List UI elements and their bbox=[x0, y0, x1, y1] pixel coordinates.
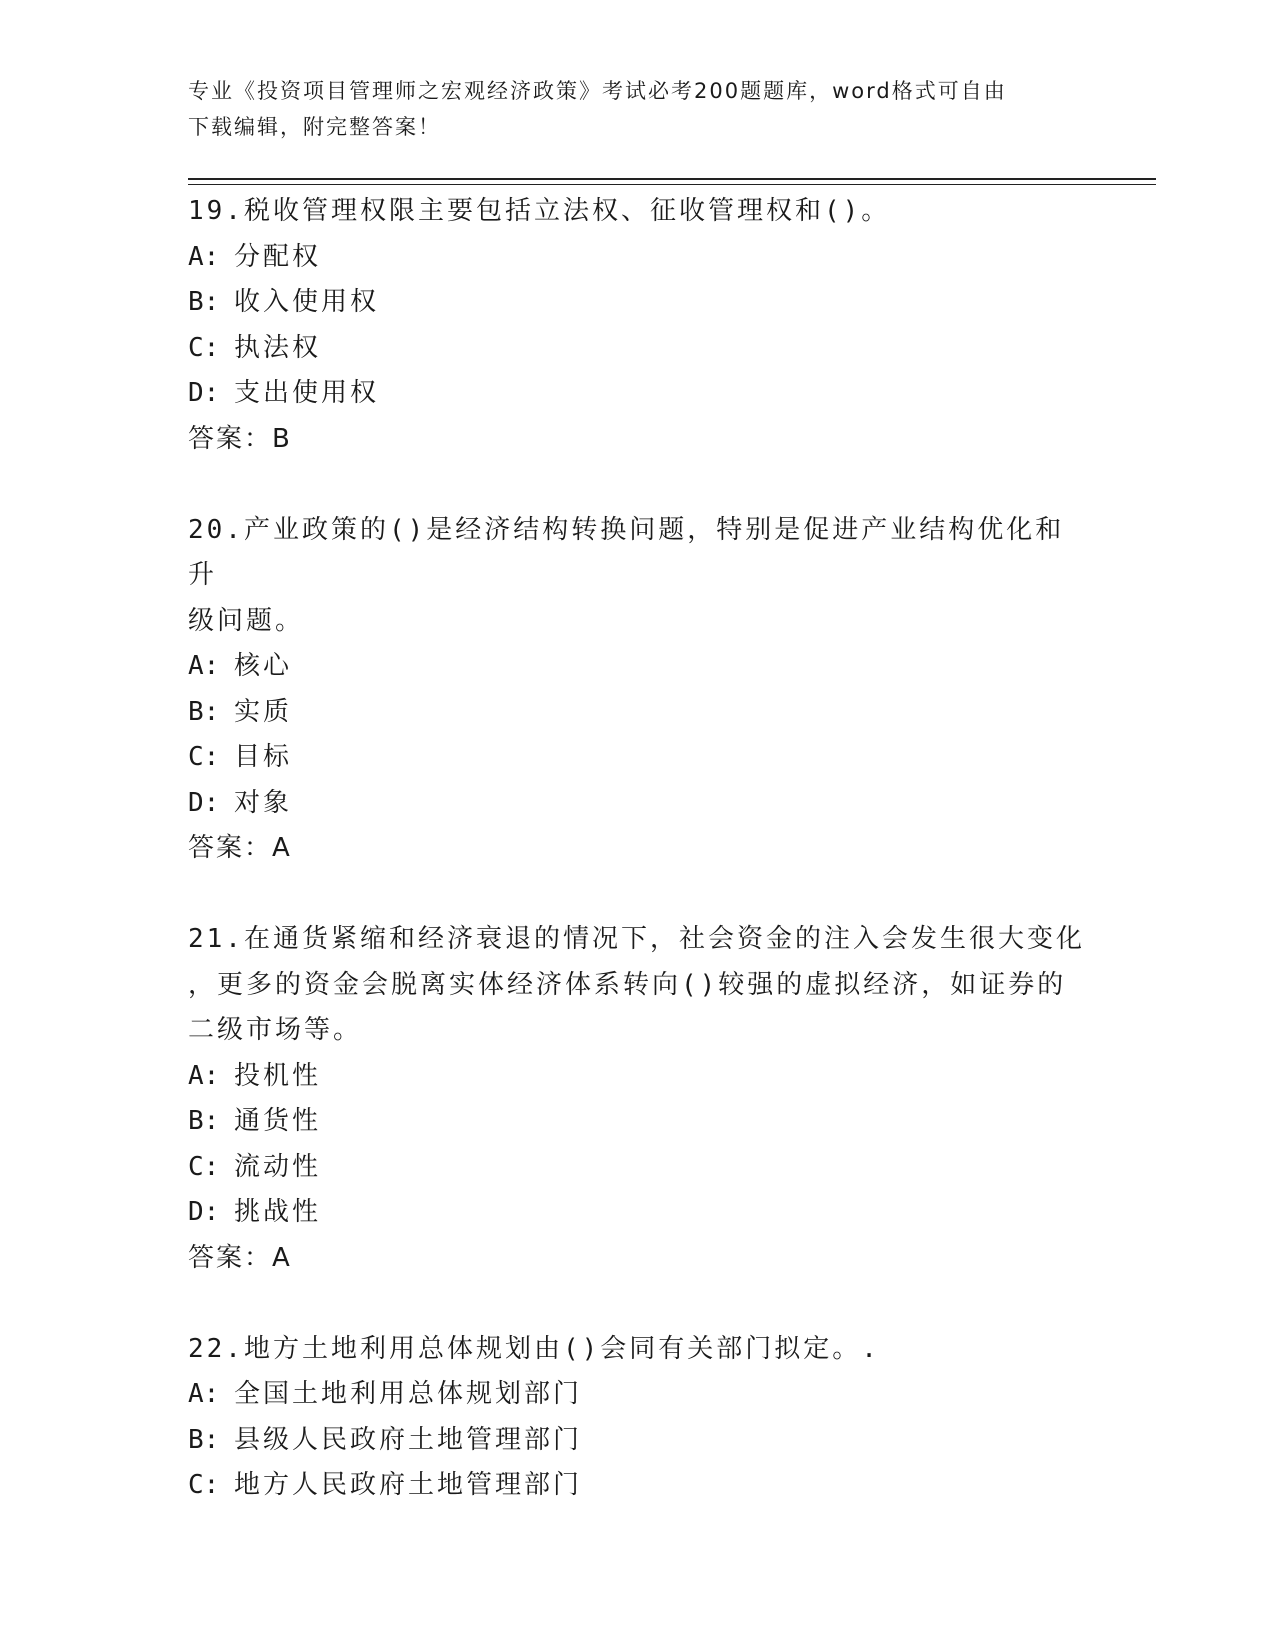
option-c bbox=[188, 735, 1088, 781]
option-letter: A: bbox=[188, 1379, 220, 1409]
option-text: 实质 bbox=[234, 696, 293, 727]
answer-line: 答案：B bbox=[188, 423, 292, 454]
question-22 bbox=[188, 1327, 1088, 1509]
question-stem: 22.地方土地利用总体规划由()会同有关部门拟定。. bbox=[188, 1333, 880, 1364]
option-letter: D: bbox=[188, 378, 220, 408]
option-letter: D: bbox=[188, 787, 220, 818]
header-line-1: 专业《投资项目管理师之宏观经济政策》考试必考200题题库，word格式可自由 bbox=[188, 79, 1007, 103]
option-text: 执法权 bbox=[234, 332, 322, 363]
option-text: 分配权 bbox=[234, 241, 322, 272]
option-text: 目标 bbox=[234, 742, 293, 772]
question-stem-line-3: 二级市场等。 bbox=[188, 1015, 363, 1045]
question-stem-line-2: 级问题。 bbox=[188, 605, 305, 636]
option-a bbox=[188, 1054, 1088, 1100]
option-letter: B: bbox=[188, 287, 220, 317]
option-c bbox=[188, 326, 1088, 372]
option-text: 挑战性 bbox=[234, 1197, 322, 1227]
option-c bbox=[188, 1463, 1088, 1509]
option-text: 地方人民政府土地管理部门 bbox=[234, 1470, 583, 1500]
option-letter: C: bbox=[188, 1470, 220, 1500]
question-stem: 19.税收管理权限主要包括立法权、征收管理权和()。 bbox=[188, 196, 891, 226]
option-text: 收入使用权 bbox=[234, 287, 380, 317]
option-text: 全国土地利用总体规划部门 bbox=[234, 1379, 583, 1409]
option-letter: B: bbox=[188, 696, 220, 727]
option-letter: C: bbox=[188, 742, 220, 772]
option-text: 对象 bbox=[234, 787, 293, 818]
answer-line: 答案：A bbox=[188, 1242, 292, 1273]
question-20 bbox=[188, 508, 1088, 872]
header-divider-thin bbox=[188, 184, 1156, 185]
option-letter: C: bbox=[188, 332, 220, 363]
option-text: 支出使用权 bbox=[234, 378, 380, 408]
option-text: 通货性 bbox=[234, 1106, 322, 1136]
header-divider-thick bbox=[188, 178, 1156, 180]
option-text: 县级人民政府土地管理部门 bbox=[234, 1424, 583, 1455]
option-c bbox=[188, 1145, 1088, 1191]
question-stem-line-1: 20.产业政策的()是经济结构转换问题，特别是促进产业结构优化和升 bbox=[188, 514, 1065, 590]
option-d bbox=[188, 1190, 1088, 1236]
option-letter: B: bbox=[188, 1424, 220, 1455]
option-letter: D: bbox=[188, 1197, 220, 1227]
option-b bbox=[188, 1418, 1088, 1464]
option-d bbox=[188, 371, 1088, 417]
option-b bbox=[188, 690, 1088, 736]
question-stem-line-1: 21.在通货紧缩和经济衰退的情况下，社会资金的注入会发生很大变化 bbox=[188, 924, 1085, 954]
option-text: 投机性 bbox=[234, 1060, 322, 1091]
option-text: 流动性 bbox=[234, 1151, 322, 1182]
option-letter: C: bbox=[188, 1151, 220, 1182]
document-header bbox=[188, 73, 1088, 145]
option-letter: A: bbox=[188, 651, 220, 681]
header-line-2: 下载编辑，附完整答案！ bbox=[188, 115, 441, 139]
question-spacer bbox=[188, 462, 1088, 508]
question-spacer bbox=[188, 872, 1088, 918]
option-a bbox=[188, 235, 1088, 281]
option-text: 核心 bbox=[234, 651, 293, 681]
option-a bbox=[188, 644, 1088, 690]
option-letter: B: bbox=[188, 1106, 220, 1136]
option-letter: A: bbox=[188, 241, 220, 272]
option-b bbox=[188, 280, 1088, 326]
question-19 bbox=[188, 189, 1088, 462]
option-letter: A: bbox=[188, 1060, 220, 1091]
question-21 bbox=[188, 917, 1088, 1281]
option-d bbox=[188, 781, 1088, 827]
question-spacer bbox=[188, 1281, 1088, 1327]
option-b bbox=[188, 1099, 1088, 1145]
question-list bbox=[188, 189, 1088, 1509]
option-a bbox=[188, 1372, 1088, 1418]
answer-line: 答案：A bbox=[188, 833, 292, 863]
question-stem-line-2: ，更多的资金会脱离实体经济体系转向()较强的虚拟经济，如证券的 bbox=[188, 969, 1067, 1000]
